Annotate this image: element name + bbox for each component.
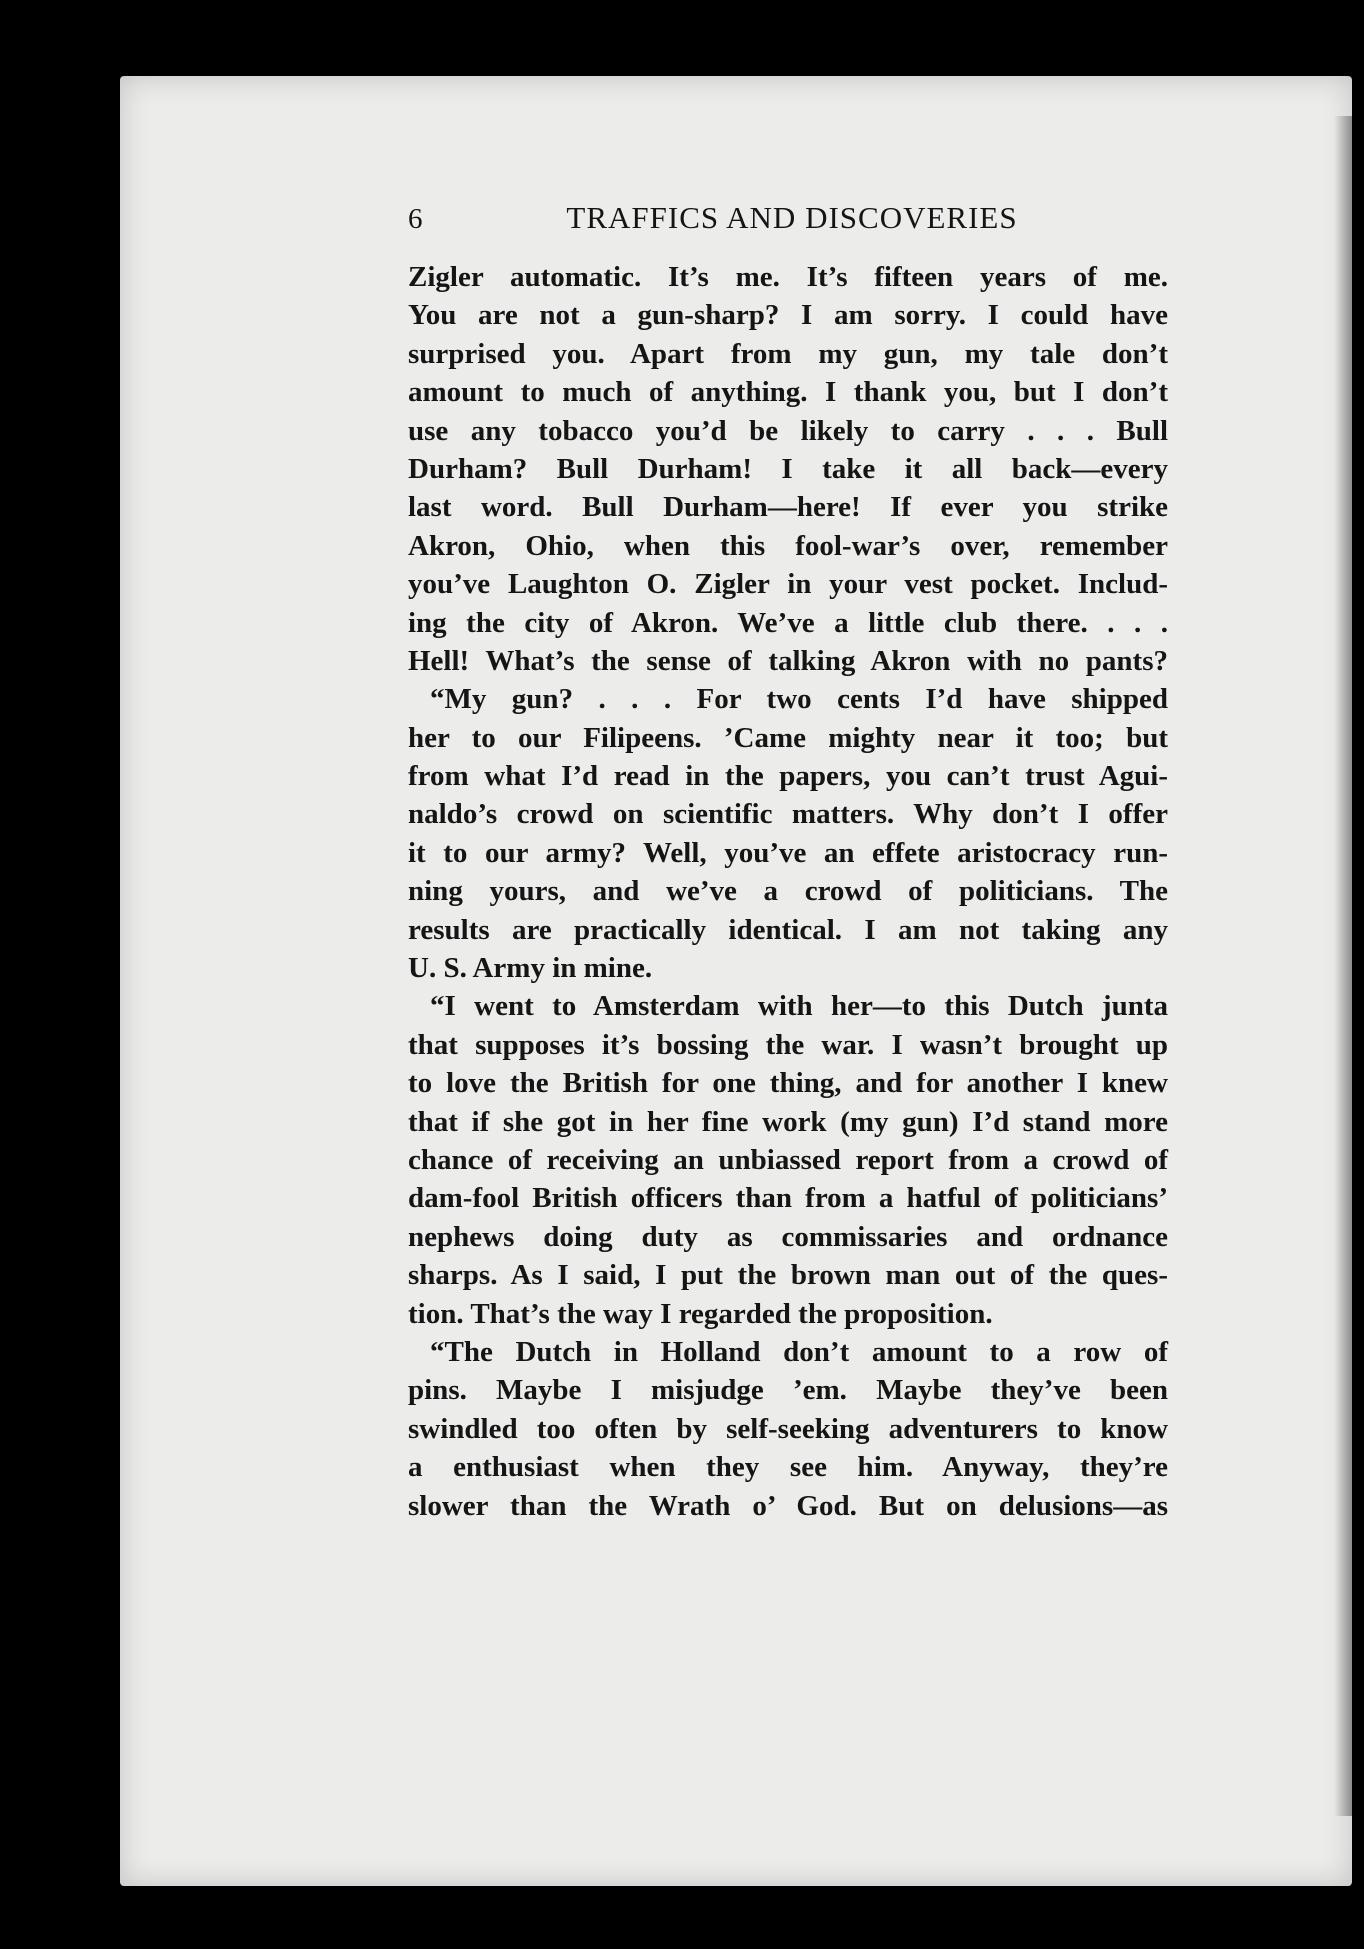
text-line: from what I’d read in the papers, you can’t trust Agui- [408, 760, 1168, 793]
text-line: her to our Filipeens. ’Came mighty near it too; but [408, 721, 1168, 754]
text-line: ing the city of Akron. We’ve a little club there. . . . [408, 606, 1168, 639]
page-text-block [408, 200, 1168, 1525]
text-line: that supposes it’s bossing the war. I wasn’t brought up [408, 1028, 1168, 1061]
running-head [408, 200, 1168, 244]
text-line: “The Dutch in Holland don’t amount to a row of [430, 1335, 1168, 1368]
text-line: pins. Maybe I misjudge ’em. Maybe they’ve been [408, 1374, 1168, 1407]
text-line: amount to much of anything. I thank you, but I don’t [408, 376, 1168, 409]
book-title: TRAFFICS AND DISCOVERIES [566, 200, 1018, 235]
text-line: naldo’s crowd on scientific matters. Why don’t I offer [408, 798, 1168, 831]
text-line: U. S. Army in mine. [408, 952, 653, 985]
text-line: tion. That’s the way I regarded the proposition. [408, 1297, 993, 1330]
text-line: Hell! What’s the sense of talking Akron with no pants? [408, 644, 1168, 677]
text-line: You are not a gun-sharp? I am sorry. I could have [408, 299, 1168, 332]
text-line: chance of receiving an unbiassed report from a crowd of [408, 1143, 1168, 1176]
page-number: 6 [408, 203, 424, 235]
text-line: Durham? Bull Durham! I take it all back—every [408, 452, 1168, 485]
text-line: you’ve Laughton O. Zigler in your vest pocket. Includ- [408, 568, 1168, 601]
text-line: Akron, Ohio, when this fool-war’s over, remember [408, 529, 1168, 562]
text-line: results are practically identical. I am not taking any [408, 913, 1168, 946]
text-line: slower than the Wrath o’ God. But on delusions—as [408, 1489, 1168, 1522]
text-line: to love the British for one thing, and for another I knew [408, 1067, 1168, 1100]
text-line: Zigler automatic. It’s me. It’s fifteen years of me. [408, 261, 1168, 293]
text-line: “I went to Amsterdam with her—to this Dutch junta [430, 990, 1168, 1023]
page-edge-shadow [1334, 116, 1352, 1816]
text-line: sharps. As I said, I put the brown man out of the ques- [408, 1259, 1168, 1292]
text-line: “My gun? . . . For two cents I’d have shipped [430, 683, 1168, 716]
body-text [408, 258, 1168, 1525]
text-line: last word. Bull Durham—here! If ever you strike [408, 491, 1168, 524]
text-line: ning yours, and we’ve a crowd of politicians. The [408, 875, 1168, 908]
text-line: a enthusiast when they see him. Anyway, they’re [408, 1451, 1168, 1484]
text-line: it to our army? Well, you’ve an effete aristocracy run- [408, 836, 1168, 869]
text-line: use any tobacco you’d be likely to carry . . . Bull [408, 414, 1168, 447]
text-line: surprised you. Apart from my gun, my tale don’t [408, 337, 1168, 370]
text-line: that if she got in her fine work (my gun) I’d stand more [408, 1105, 1168, 1138]
text-line: swindled too often by self-seeking adventurers to know [408, 1412, 1168, 1445]
text-line: dam-fool British officers than from a hatful of politicians’ [408, 1182, 1168, 1215]
text-line: nephews doing duty as commissaries and ordnance [408, 1220, 1168, 1253]
